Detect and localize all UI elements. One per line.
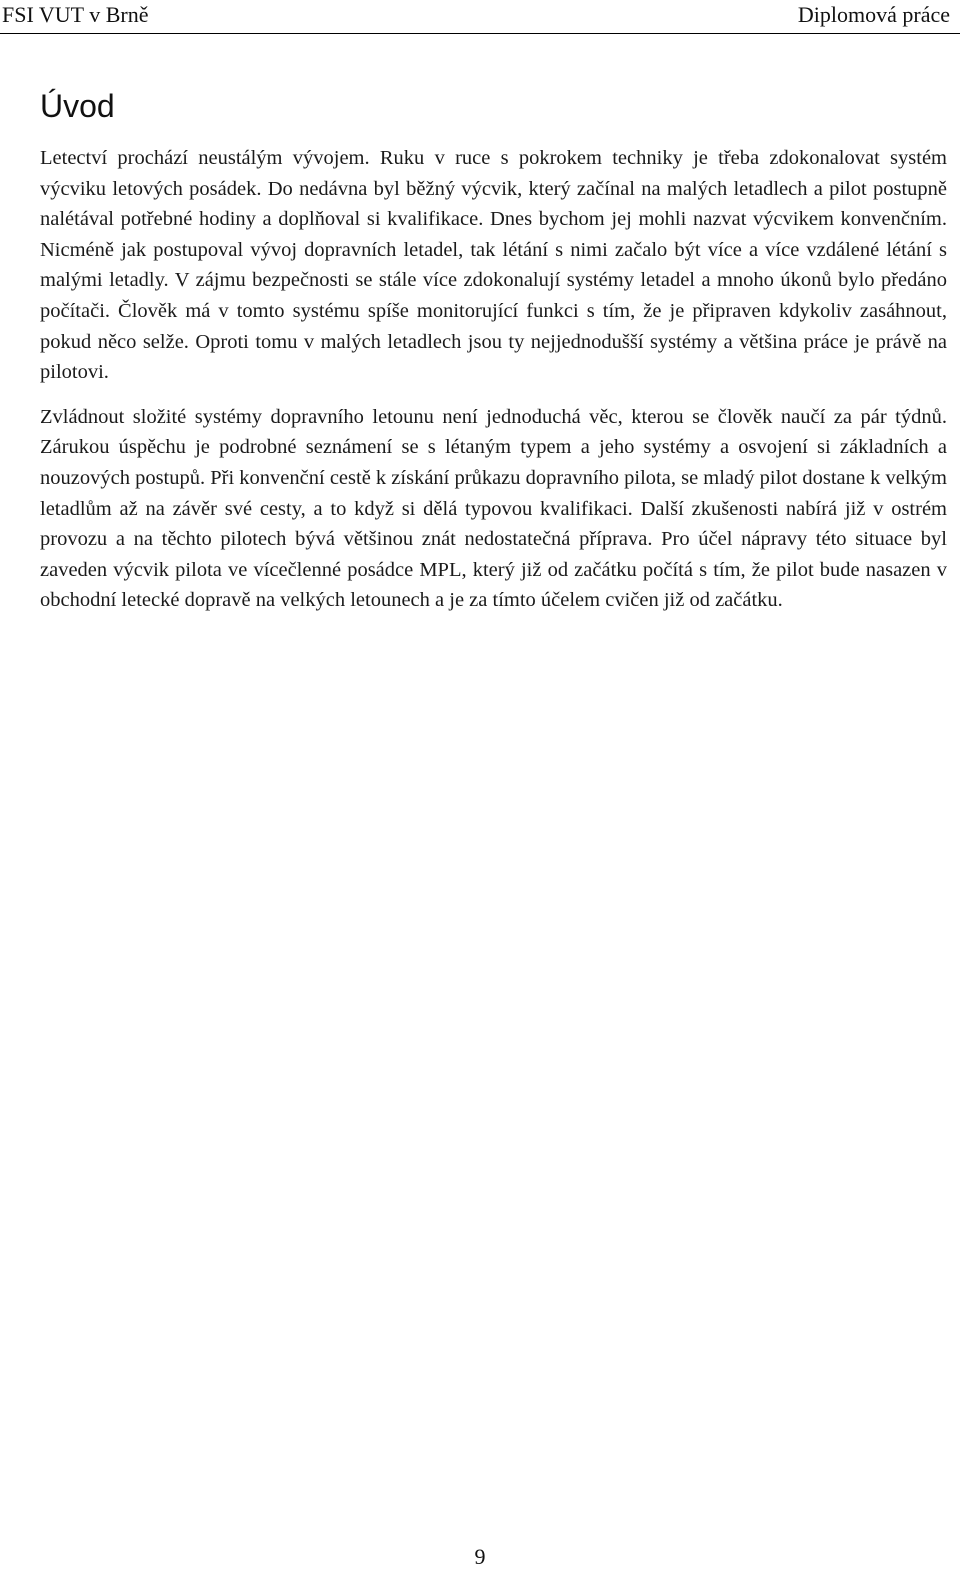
page-header bbox=[0, 0, 960, 34]
paragraph-2: Zvládnout složité systémy dopravního letounu není jednoduchá věc, kterou se člověk naučí za pár týdnů. Zárukou úspěchu je podrobné seznámení se s létaným typem a jeho systémy a osvojení si základních a nouzových postupů. Při konvenční cestě k získání průkazu dopravního pilota, se mladý pilot dostane k velkým letadlům až na závěr své cesty, a to když si dělá typovou kvalifikaci. Další zkušenosti nabírá již v ostrém provozu a na těchto pilotech bývá většinou znát nedostatečná příprava. Pro účel nápravy této situace byl zaveden výcvik pilota ve vícečlenné posádce MPL, který již od začátku počítá s tím, že pilot bude nasazen v obchodní letecké dopravě na velkých letounech a je za tímto účelem cvičen již od začátku. bbox=[40, 405, 947, 612]
body-text bbox=[40, 143, 947, 630]
header-document-type: Diplomová práce bbox=[797, 2, 950, 27]
paragraph-1: Letectví prochází neustálým vývojem. Ruku v ruce s pokrokem techniky je třeba zdokonalovat systém výcviku letových posádek. Do nedávna byl běžný výcvik, který začínal na malých letadlech a pilot postupně nalétával potřebné hodiny a doplňoval si kvalifikace. Dnes bychom jej mohli nazvat výcvikem konvenčním. Nicméně jak postupoval vývoj dopravních letadel, tak létání s nimi začalo být více a více vzdálené létání s malými letadly. V zájmu bezpečnosti se stále více zdokonalují systémy letadel a mnoho úkonů bylo předáno počítači. Člověk má v tomto systému spíše monitorující funkci s tím, že je připraven kdykoliv zasáhnout, pokud něco selže. Oproti tomu v malých letadlech jsou ty nejjednodušší systémy a většina práce je právě na pilotovi. bbox=[40, 147, 947, 384]
section-heading: Úvod bbox=[40, 88, 115, 124]
page-number: 9 bbox=[474, 1544, 486, 1569]
header-institution: FSI VUT v Brně bbox=[2, 2, 149, 27]
